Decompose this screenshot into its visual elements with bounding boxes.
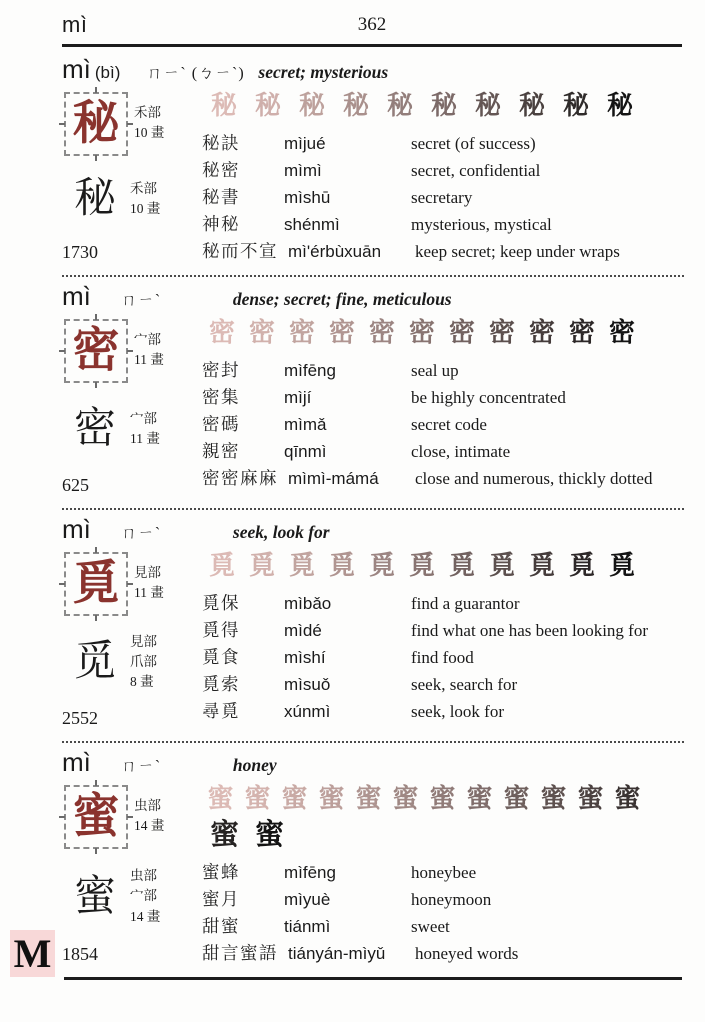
entry-definition: honey — [232, 755, 277, 775]
compound-row — [202, 384, 684, 411]
reference-number: 625 — [62, 475, 89, 495]
compound-gloss: secret, confidential — [411, 161, 541, 180]
stroke-order-glyph: 秘 — [254, 91, 281, 120]
compound-gloss: seek, search for — [411, 675, 518, 694]
compound-pinyin: mìmǎ — [284, 415, 327, 434]
headword-radical-info — [134, 330, 164, 371]
headword-character-box — [64, 92, 128, 156]
compound-row — [202, 130, 684, 157]
compound-row — [202, 590, 684, 617]
guide-tick-bottom — [95, 615, 97, 621]
character-column — [62, 317, 202, 498]
guide-tick-right — [127, 123, 133, 125]
compound-word: 甜蜜 — [202, 916, 240, 936]
compound-word: 神秘 — [202, 214, 240, 234]
stroke-order-glyph: 秘 — [298, 91, 325, 120]
stroke-order-glyph: 蜜 — [503, 784, 530, 813]
entry-header — [62, 516, 684, 546]
stroke-order-glyph: 蜜 — [207, 784, 234, 813]
radical-line: 虫部 — [134, 797, 161, 813]
compound-pinyin: mìshū — [284, 188, 331, 207]
stroke-order-glyph: 覓 — [248, 551, 275, 580]
entry-zhuyin: ㄇㄧˋ — [120, 292, 162, 309]
stroke-order-glyph: 覓 — [408, 551, 435, 580]
guide-tick-top — [95, 780, 97, 786]
radical-line: 8 畫 — [130, 674, 154, 690]
entry-zhuyin: ㄇㄧˋ — [120, 758, 162, 775]
stroke-order-glyph: 覓 — [288, 551, 315, 580]
compound-gloss: mysterious, mystical — [411, 215, 552, 234]
dictionary-entry — [62, 277, 684, 510]
stroke-order-glyph: 秘 — [474, 91, 501, 120]
guide-tick-left — [59, 350, 65, 352]
headword-character-row — [62, 550, 164, 616]
stroke-order-glyph: 秘 — [606, 91, 633, 120]
headword-character: 蜜 — [72, 790, 120, 843]
thumb-index-tab-m: M — [10, 930, 55, 977]
stroke-order-glyph: 秘 — [210, 91, 237, 120]
headword-character: 覓 — [72, 557, 120, 610]
compound-word: 尋覓 — [202, 701, 240, 721]
stroke-order-glyph: 秘 — [342, 91, 369, 120]
stroke-order-glyph: 密 — [448, 318, 475, 347]
variant-radical-info — [130, 632, 157, 693]
variant-character-row — [62, 408, 160, 450]
entry-body — [62, 550, 684, 731]
compound-gloss: sweet — [411, 917, 450, 936]
stroke-order-glyph: 秘 — [562, 91, 589, 120]
guide-tick-right — [127, 583, 133, 585]
stroke-order-glyph: 蜜 — [318, 784, 345, 813]
compound-gloss: keep secret; keep under wraps — [415, 242, 620, 261]
compound-row — [202, 940, 684, 967]
stroke-order-glyph: 密 — [608, 318, 635, 347]
compound-list — [202, 859, 684, 967]
compound-row — [202, 211, 684, 238]
guide-tick-right — [127, 816, 133, 818]
radical-line: 11 畫 — [134, 352, 164, 367]
variant-radical-info — [130, 866, 160, 927]
headword-radical-info — [134, 563, 164, 604]
entry-body — [62, 783, 684, 967]
entry-header — [62, 56, 684, 86]
compound-word: 蜜月 — [202, 889, 240, 909]
compound-gloss: seek, look for — [411, 702, 505, 721]
compound-word: 密密麻麻 — [202, 468, 278, 488]
guide-tick-top — [95, 314, 97, 320]
headword-character: 秘 — [72, 97, 120, 150]
entry-pinyin: mì — [62, 281, 91, 311]
stroke-order-row — [202, 317, 650, 349]
entry-definition: secret; mysterious — [258, 62, 389, 82]
stroke-order-glyph: 蜜 — [614, 784, 641, 813]
stroke-order-glyph: 蜜 — [392, 784, 419, 813]
stroke-order-glyph: 密 — [208, 318, 235, 347]
compound-row — [202, 886, 684, 913]
entry-alt-pinyin: (bì) — [94, 63, 121, 82]
compound-row — [202, 411, 684, 438]
stroke-order-glyph: 覓 — [208, 551, 235, 580]
stroke-order-glyph: 覓 — [448, 551, 475, 580]
compound-word: 秘訣 — [202, 133, 240, 153]
stroke-order-glyph: 秘 — [430, 91, 457, 120]
stroke-order-glyph: 蜜 — [281, 784, 308, 813]
variant-character: 秘 — [73, 176, 116, 222]
radical-line: 10 畫 — [130, 201, 161, 216]
compound-pinyin: mìjí — [284, 388, 312, 407]
dictionary-entry — [62, 510, 684, 743]
compound-word: 密碼 — [202, 414, 240, 434]
stroke-order-glyph: 秘 — [386, 91, 413, 120]
compound-list — [202, 357, 684, 492]
compound-pinyin: xúnmì — [284, 702, 331, 721]
reference-number: 1854 — [62, 944, 98, 964]
headword-radical-info — [134, 103, 164, 144]
radical-line: 宀部 — [134, 331, 161, 347]
stroke-order-glyph: 蜜 — [577, 784, 604, 813]
stroke-order-row — [202, 90, 650, 122]
compound-row — [202, 238, 684, 265]
entry-list — [62, 50, 684, 977]
entry-content-column — [202, 317, 684, 498]
compound-word: 秘而不宣 — [202, 241, 278, 261]
compound-word: 秘密 — [202, 160, 240, 180]
dictionary-entry — [62, 743, 684, 977]
headword-character-box — [64, 552, 128, 616]
radical-line: 14 畫 — [134, 818, 165, 833]
headword-character-row — [62, 90, 164, 156]
compound-gloss: close, intimate — [411, 442, 511, 461]
compound-word: 密集 — [202, 387, 240, 407]
radical-line: 11 畫 — [134, 585, 164, 600]
compound-gloss: find food — [411, 648, 474, 667]
guide-tick-bottom — [95, 155, 97, 161]
compound-pinyin: mìbǎo — [284, 594, 332, 613]
compound-pinyin: mìmì — [284, 161, 322, 180]
guide-tick-top — [95, 87, 97, 93]
compound-gloss: honeyed words — [415, 944, 519, 963]
compound-gloss: honeymoon — [411, 890, 492, 909]
compound-gloss: secretary — [411, 188, 473, 207]
stroke-order-glyph: 密 — [248, 318, 275, 347]
compound-row — [202, 698, 684, 725]
variant-character: 蜜 — [73, 873, 116, 920]
entry-pinyin: mì — [62, 54, 91, 84]
variant-character-row — [62, 632, 157, 693]
stroke-order-glyph: 蜜 — [355, 784, 382, 813]
compound-word: 覓食 — [202, 647, 240, 667]
compound-pinyin: mìdé — [284, 621, 322, 640]
compound-row — [202, 157, 684, 184]
compound-gloss: find a guarantor — [411, 594, 520, 613]
stroke-order-glyph: 密 — [328, 318, 355, 347]
character-column — [62, 90, 202, 265]
entry-pinyin: mì — [62, 514, 91, 544]
compound-gloss: be highly concentrated — [411, 388, 566, 407]
compound-pinyin: mìshí — [284, 648, 326, 667]
guide-tick-left — [59, 123, 65, 125]
compound-word: 覓索 — [202, 674, 240, 694]
guide-tick-top — [95, 547, 97, 553]
entry-zhuyin: ㄇㄧˋ — [120, 525, 162, 542]
guide-tick-left — [59, 816, 65, 818]
compound-gloss: honeybee — [411, 863, 477, 882]
compound-gloss: secret code — [411, 415, 487, 434]
entry-pinyin: mì — [62, 747, 91, 777]
stroke-order-glyph: 覓 — [568, 551, 595, 580]
entry-zhuyin: ㄇㄧˋ (ㄅㄧˋ) — [146, 65, 245, 82]
compound-list — [202, 130, 684, 265]
compound-row — [202, 357, 684, 384]
dictionary-entry — [62, 50, 684, 277]
radical-line: 虫部 — [130, 868, 157, 884]
entry-body — [62, 317, 684, 498]
stroke-order-glyph: 蜜 — [540, 784, 567, 813]
stroke-order-glyph: 蜜 — [244, 784, 271, 813]
stroke-order-glyph: 蜜 — [209, 818, 239, 851]
radical-line: 11 畫 — [130, 431, 160, 446]
stroke-order-glyph: 密 — [408, 318, 435, 347]
stroke-order-glyph: 蜜 — [254, 818, 284, 851]
compound-row — [202, 671, 684, 698]
stroke-order-glyph: 密 — [488, 318, 515, 347]
stroke-order-glyph: 密 — [528, 318, 555, 347]
stroke-order-glyph: 蜜 — [466, 784, 493, 813]
compound-word: 甜言蜜語 — [202, 943, 278, 963]
variant-character: 密 — [73, 406, 116, 452]
headword-character-row — [62, 783, 164, 849]
compound-word: 蜜蜂 — [202, 862, 240, 882]
compound-row — [202, 184, 684, 211]
variant-character: 觅 — [73, 639, 116, 685]
stroke-order-glyph: 密 — [368, 318, 395, 347]
compound-pinyin: mì'érbùxuān — [288, 242, 382, 261]
reference-number: 2552 — [62, 708, 98, 728]
character-column — [62, 550, 202, 731]
compound-pinyin: mìsuǒ — [284, 675, 331, 694]
compound-row — [202, 438, 684, 465]
entry-definition: dense; secret; fine, meticulous — [232, 289, 452, 309]
compound-word: 秘書 — [202, 187, 240, 207]
stroke-order-glyph: 覓 — [328, 551, 355, 580]
compound-word: 覓保 — [202, 593, 240, 613]
guide-tick-bottom — [95, 848, 97, 854]
compound-pinyin: shénmì — [284, 215, 340, 234]
radical-line: 14 畫 — [130, 908, 161, 924]
compound-pinyin: tiányán-mìyǔ — [288, 944, 386, 963]
compound-row — [202, 913, 684, 940]
entry-header — [62, 749, 684, 779]
compound-gloss: close and numerous, thickly dotted — [415, 469, 653, 488]
stroke-order-glyph: 蜜 — [429, 784, 456, 813]
reference-number: 1730 — [62, 242, 98, 262]
compound-pinyin: mìjué — [284, 134, 326, 153]
compound-pinyin: mìmì-mámá — [288, 469, 379, 488]
compound-word: 覓得 — [202, 620, 240, 640]
entry-header — [62, 283, 684, 313]
guide-tick-left — [59, 583, 65, 585]
variant-character-row — [62, 866, 160, 927]
compound-gloss: secret (of success) — [411, 134, 536, 153]
compound-row — [202, 465, 684, 492]
stroke-order-glyph: 密 — [288, 318, 315, 347]
footer-rule — [64, 977, 682, 980]
compound-list — [202, 590, 684, 725]
character-column — [62, 783, 202, 967]
page-number: 362 — [357, 14, 387, 35]
radical-line: 禾部 — [130, 180, 157, 196]
stroke-order-glyph: 覓 — [368, 551, 395, 580]
radical-line: 見部 — [130, 633, 157, 649]
compound-row — [202, 644, 684, 671]
stroke-order-glyph: 秘 — [518, 91, 545, 120]
entry-body — [62, 90, 684, 265]
compound-pinyin: mìfēng — [284, 361, 336, 380]
radical-line: 禾部 — [134, 104, 161, 120]
stroke-order-glyph: 密 — [568, 318, 595, 347]
header-rule — [62, 44, 682, 47]
compound-gloss: find what one has been looking for — [411, 621, 648, 640]
compound-word: 親密 — [202, 441, 240, 461]
headword-character-row — [62, 317, 164, 383]
compound-word: 密封 — [202, 360, 240, 380]
radical-line: 宀部 — [130, 888, 157, 904]
headword-character-box — [64, 319, 128, 383]
stroke-order-row — [202, 550, 650, 582]
compound-pinyin: tiánmì — [284, 917, 331, 936]
compound-row — [202, 617, 684, 644]
compound-row — [202, 859, 684, 886]
compound-gloss: seal up — [411, 361, 459, 380]
stroke-order-glyph: 覓 — [528, 551, 555, 580]
stroke-order-glyph: 覓 — [608, 551, 635, 580]
entry-content-column — [202, 550, 684, 731]
guide-tick-right — [127, 350, 133, 352]
entry-content-column — [202, 783, 684, 967]
radical-line: 見部 — [134, 564, 161, 580]
entry-content-column — [202, 90, 684, 265]
entry-definition: seek, look for — [232, 522, 330, 542]
compound-pinyin: mìyuè — [284, 890, 331, 909]
radical-line: 爪部 — [130, 653, 157, 669]
headword-radical-info — [134, 796, 164, 837]
headword-character-box — [64, 785, 128, 849]
radical-line: 10 畫 — [134, 125, 165, 140]
compound-pinyin: mìfēng — [284, 863, 336, 882]
stroke-order-row — [202, 783, 650, 851]
stroke-order-glyph: 覓 — [488, 551, 515, 580]
variant-character-row — [62, 178, 160, 220]
radical-line: 宀部 — [130, 410, 157, 426]
guide-tick-bottom — [95, 382, 97, 388]
headword-character: 密 — [72, 324, 120, 377]
variant-radical-info — [130, 179, 160, 220]
variant-radical-info — [130, 409, 160, 450]
compound-pinyin: qīnmì — [284, 442, 327, 461]
running-head-pinyin: mì — [62, 12, 88, 37]
